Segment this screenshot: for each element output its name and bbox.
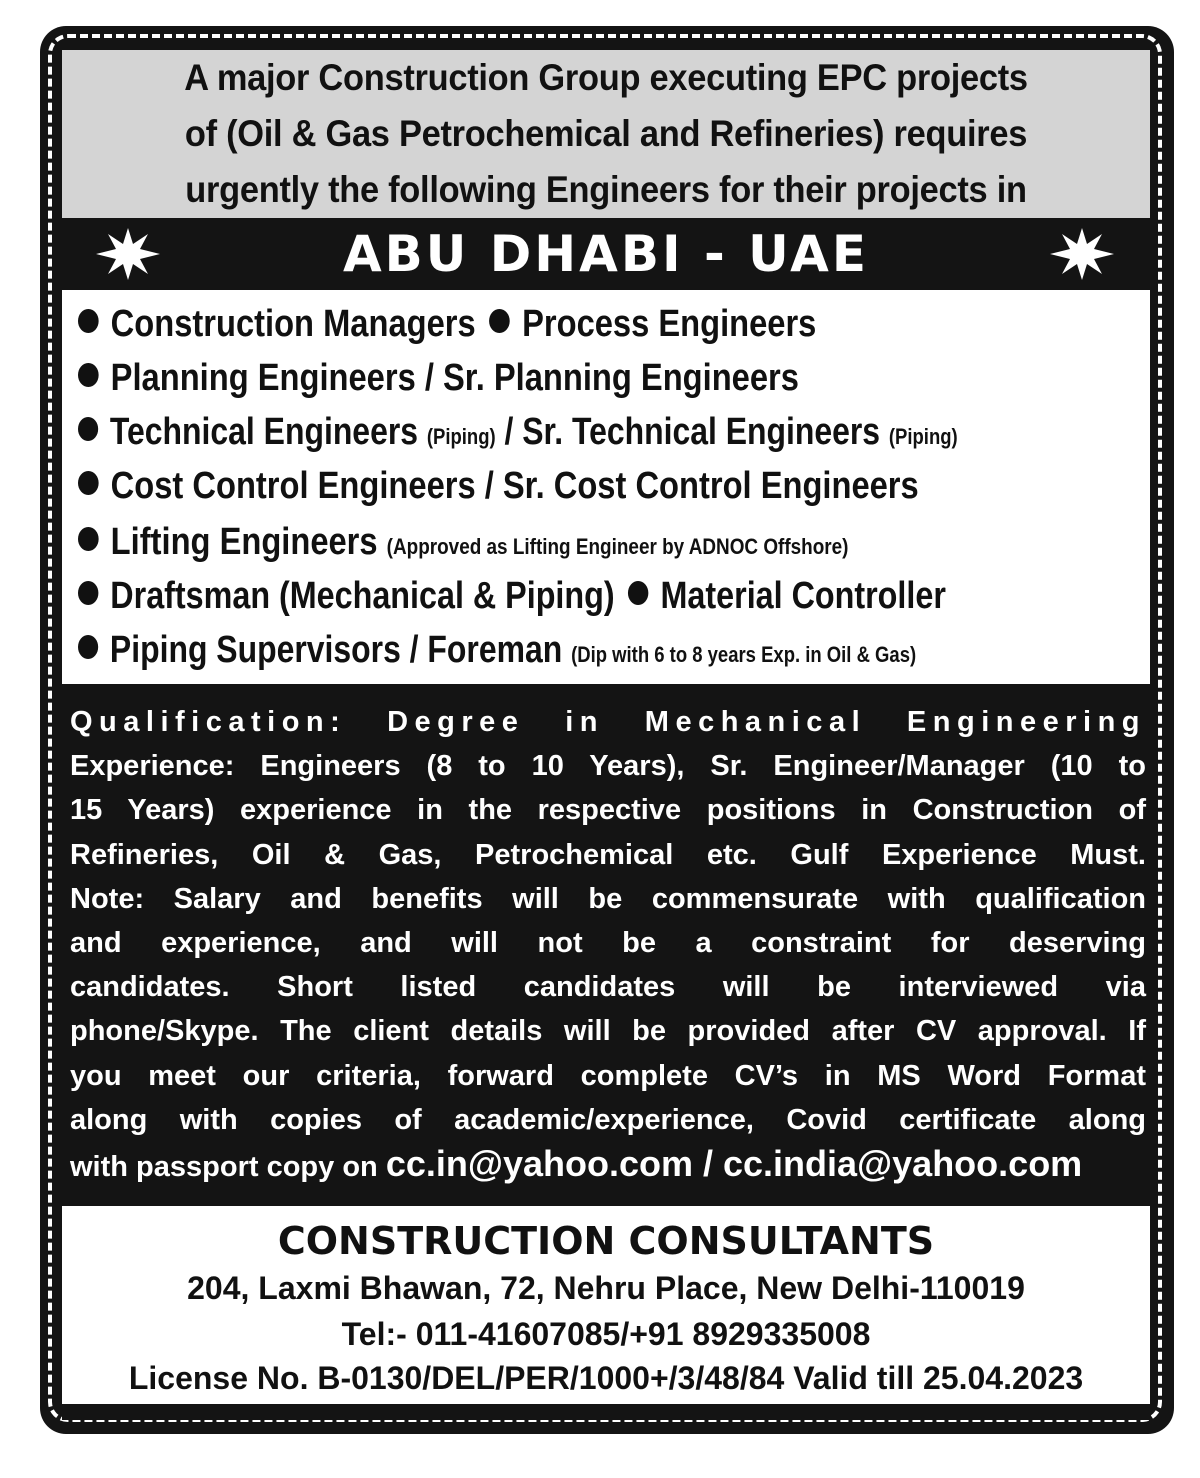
bullet-icon bbox=[78, 581, 98, 605]
details-line bbox=[70, 1142, 1146, 1190]
details-line: phone/Skype. The client details will be provided after CV approval. If bbox=[70, 1015, 1146, 1048]
position-note: (Approved as Lifting Engineer by ADNOC Offshore) bbox=[386, 534, 849, 559]
company-name: CONSTRUCTION CONSULTANTS bbox=[277, 1219, 935, 1263]
qualification-line: Qualification: Degree in Mechanical Engineering bbox=[70, 706, 1146, 738]
positions-list bbox=[62, 290, 1150, 684]
position-draftsman: Draftsman (Mechanical & Piping) bbox=[110, 575, 615, 617]
details-line: candidates. Short listed candidates will be interviewed via bbox=[70, 971, 1146, 1004]
position-note: (Piping) bbox=[888, 424, 958, 449]
position-technical-engineers: Technical Engineers bbox=[109, 411, 419, 453]
bullet-icon bbox=[78, 527, 99, 551]
position-note: (Piping) bbox=[426, 424, 496, 449]
position-piping-supervisors: Piping Supervisors / Foreman bbox=[109, 629, 563, 671]
list-item bbox=[78, 460, 919, 512]
position-lifting-engineers: Lifting Engineers bbox=[110, 521, 378, 563]
intro-line-2: of (Oil & Gas Petrochemical and Refineries) requires bbox=[184, 113, 1028, 154]
position-cost-control-engineers: Cost Control Engineers / Sr. Cost Control Engineers bbox=[110, 465, 919, 507]
position-note: (Dip with 6 to 8 years Exp. in Oil & Gas) bbox=[571, 642, 917, 667]
list-item bbox=[78, 570, 946, 622]
list-item bbox=[78, 516, 848, 573]
details-line: 15 Years) experience in the respective positions in Construction of bbox=[70, 794, 1146, 827]
bullet-icon bbox=[628, 581, 648, 605]
position-process-engineers: Process Engineers bbox=[522, 303, 817, 345]
bullet-icon bbox=[78, 417, 98, 441]
bullet-icon bbox=[78, 363, 99, 387]
star-icon bbox=[1050, 228, 1114, 280]
details-line: Experience: Engineers (8 to 10 Years), Sr. Engineer/Manager (10 to bbox=[70, 750, 1146, 783]
position-material-controller: Material Controller bbox=[660, 575, 946, 617]
company-phone: Tel:- 011-41607085/+91 8929335008 bbox=[341, 1316, 871, 1352]
intro-header bbox=[62, 50, 1150, 218]
email-prefix: with passport copy on bbox=[70, 1150, 378, 1183]
intro-line-1: A major Construction Group executing EPC projects bbox=[184, 57, 1028, 98]
license-number: License No. B-0130/DEL/PER/1000+/3/48/84 Valid till 25.04.2023 bbox=[128, 1360, 1084, 1396]
details-line: Note: Salary and benefits will be commensurate with qualification bbox=[70, 882, 1146, 915]
list-item bbox=[78, 352, 799, 404]
intro-line-3: urgently the following Engineers for their projects in bbox=[185, 169, 1027, 210]
list-item bbox=[78, 406, 958, 463]
position-sr-technical-engineers: / Sr. Technical Engineers bbox=[504, 411, 881, 453]
position-construction-managers: Construction Managers bbox=[110, 303, 476, 345]
details-line: and experience, and will not be a constraint for deserving bbox=[70, 926, 1146, 959]
position-planning-engineers: Planning Engineers / Sr. Planning Engineers bbox=[110, 357, 799, 399]
location-title: ABU DHABI - UAE bbox=[342, 225, 870, 283]
bullet-icon bbox=[489, 309, 510, 333]
bullet-icon bbox=[78, 635, 98, 659]
location-banner bbox=[62, 218, 1150, 290]
job-details bbox=[70, 700, 1146, 1190]
contact-emails: cc.in@yahoo.com / cc.india@yahoo.com bbox=[385, 1142, 1083, 1184]
details-line: Refineries, Oil & Gas, Petrochemical etc. Gulf Experience Must. bbox=[70, 838, 1146, 871]
details-line: you meet our criteria, forward complete CV’s in MS Word Format bbox=[70, 1059, 1146, 1092]
details-line: along with copies of academic/experience, Covid certificate along bbox=[70, 1103, 1146, 1136]
list-item bbox=[78, 624, 916, 681]
company-address: 204, Laxmi Bhawan, 72, Nehru Place, New Delhi-110019 bbox=[187, 1270, 1025, 1306]
list-item bbox=[78, 298, 816, 350]
bullet-icon bbox=[78, 309, 99, 333]
bullet-icon bbox=[78, 471, 99, 495]
contact-footer bbox=[62, 1206, 1150, 1404]
